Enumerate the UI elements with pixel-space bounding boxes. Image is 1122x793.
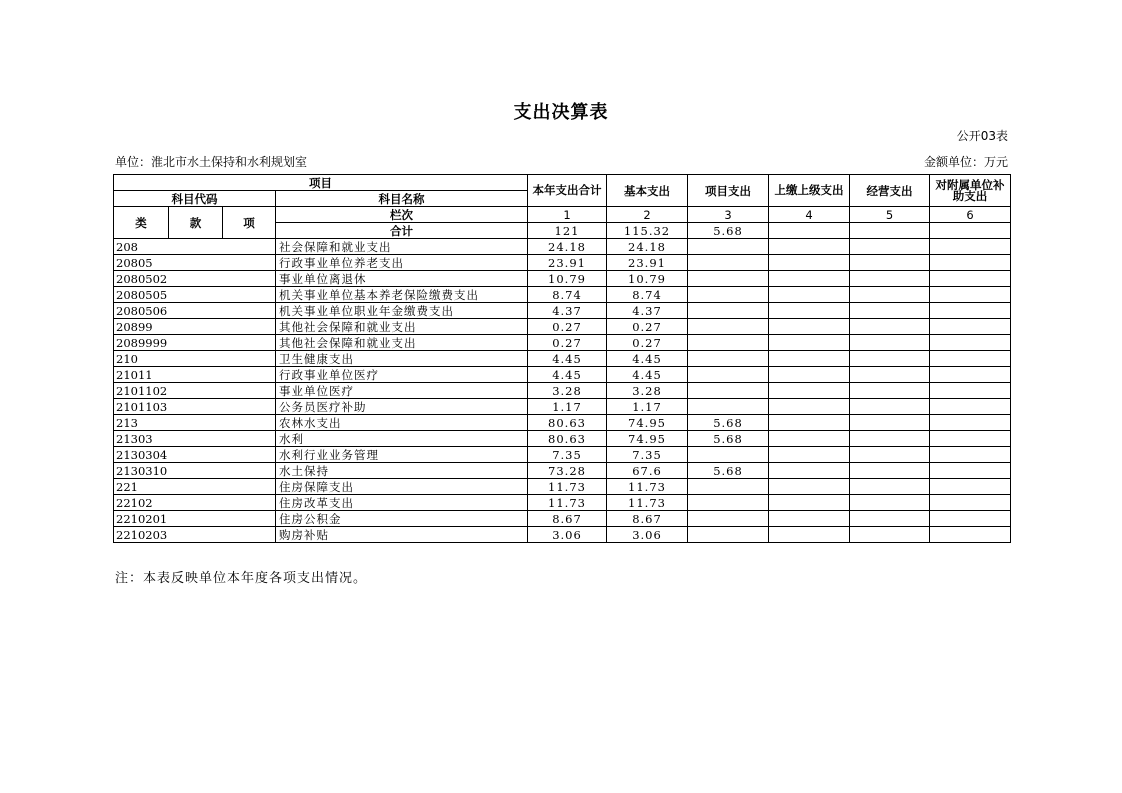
row-name: 住房改革支出	[276, 495, 528, 511]
row-c5	[850, 527, 930, 543]
row-c2: 4.37	[607, 303, 688, 319]
row-c5	[850, 415, 930, 431]
row-name: 卫生健康支出	[276, 351, 528, 367]
row-c6	[930, 239, 1011, 255]
column-no-3: 3	[688, 207, 769, 223]
row-name: 公务员医疗补助	[276, 399, 528, 415]
row-c6	[930, 351, 1011, 367]
row-c6	[930, 495, 1011, 511]
row-code: 208	[114, 239, 276, 255]
row-c4	[769, 239, 850, 255]
row-c2: 4.45	[607, 367, 688, 383]
row-c4	[769, 399, 850, 415]
row-c1: 0.27	[528, 319, 607, 335]
row-c2: 10.79	[607, 271, 688, 287]
row-c5	[850, 431, 930, 447]
column-no-6: 6	[930, 207, 1011, 223]
row-c3	[688, 239, 769, 255]
row-c5	[850, 319, 930, 335]
row-c4	[769, 351, 850, 367]
row-c2: 74.95	[607, 415, 688, 431]
row-c2: 3.06	[607, 527, 688, 543]
row-c3	[688, 479, 769, 495]
row-name: 机关事业单位基本养老保险缴费支出	[276, 287, 528, 303]
row-c2: 0.27	[607, 335, 688, 351]
row-c5	[850, 255, 930, 271]
row-c3	[688, 495, 769, 511]
row-name: 住房公积金	[276, 511, 528, 527]
column-no-2: 2	[607, 207, 688, 223]
row-c5	[850, 351, 930, 367]
row-c5	[850, 495, 930, 511]
row-name: 事业单位离退休	[276, 271, 528, 287]
row-c2: 1.17	[607, 399, 688, 415]
table-row	[114, 463, 1011, 479]
row-c5	[850, 447, 930, 463]
row-name: 其他社会保障和就业支出	[276, 319, 528, 335]
amount-unit-label: 金额单位：万元	[923, 155, 1008, 169]
row-code: 2080502	[114, 271, 276, 287]
row-c2: 8.74	[607, 287, 688, 303]
row-c4	[769, 495, 850, 511]
row-c4	[769, 511, 850, 527]
header-kuan: 款	[169, 207, 223, 239]
row-c1: 0.27	[528, 335, 607, 351]
row-c1: 3.28	[528, 383, 607, 399]
table-row	[114, 287, 1011, 303]
header-col5: 经营支出	[850, 175, 930, 207]
row-c6	[930, 271, 1011, 287]
row-c2: 4.45	[607, 351, 688, 367]
row-code: 2130310	[114, 463, 276, 479]
table-row	[114, 383, 1011, 399]
row-c5	[850, 287, 930, 303]
row-c1: 80.63	[528, 415, 607, 431]
row-c1: 11.73	[528, 479, 607, 495]
header-item: 项目	[114, 175, 528, 191]
header-subject-code: 科目代码	[114, 191, 276, 207]
table-row	[114, 303, 1011, 319]
row-c6	[930, 399, 1011, 415]
total-label: 合计	[276, 223, 528, 239]
row-c6	[930, 335, 1011, 351]
table-row	[114, 415, 1011, 431]
row-c4	[769, 319, 850, 335]
row-c3	[688, 399, 769, 415]
row-c5	[850, 511, 930, 527]
row-c6	[930, 415, 1011, 431]
row-code: 2080505	[114, 287, 276, 303]
row-code: 2101103	[114, 399, 276, 415]
row-c4	[769, 447, 850, 463]
row-name: 行政事业单位医疗	[276, 367, 528, 383]
row-c1: 3.06	[528, 527, 607, 543]
row-c3	[688, 319, 769, 335]
row-c2: 11.73	[607, 479, 688, 495]
row-c3	[688, 511, 769, 527]
row-c5	[850, 463, 930, 479]
row-c6	[930, 367, 1011, 383]
row-c4	[769, 463, 850, 479]
table-row	[114, 399, 1011, 415]
expenditure-table	[113, 174, 1011, 543]
row-c4	[769, 527, 850, 543]
column-no-5: 5	[850, 207, 930, 223]
table-row	[114, 239, 1011, 255]
row-c5	[850, 303, 930, 319]
row-name: 机关事业单位职业年金缴费支出	[276, 303, 528, 319]
table-row	[114, 351, 1011, 367]
table-row	[114, 271, 1011, 287]
row-c6	[930, 479, 1011, 495]
row-c5	[850, 479, 930, 495]
total-c6	[930, 223, 1011, 239]
row-c2: 74.95	[607, 431, 688, 447]
row-c1: 4.45	[528, 351, 607, 367]
row-c1: 73.28	[528, 463, 607, 479]
row-code: 2101102	[114, 383, 276, 399]
row-c4	[769, 367, 850, 383]
row-c3: 5.68	[688, 415, 769, 431]
row-code: 21011	[114, 367, 276, 383]
row-c6	[930, 383, 1011, 399]
row-c5	[850, 367, 930, 383]
row-code: 2210201	[114, 511, 276, 527]
row-c4	[769, 415, 850, 431]
row-c4	[769, 255, 850, 271]
row-name: 农林水支出	[276, 415, 528, 431]
row-c3: 5.68	[688, 431, 769, 447]
row-code: 2210203	[114, 527, 276, 543]
row-c4	[769, 335, 850, 351]
row-name: 水利	[276, 431, 528, 447]
table-row	[114, 447, 1011, 463]
row-c3	[688, 383, 769, 399]
row-c1: 1.17	[528, 399, 607, 415]
row-c2: 0.27	[607, 319, 688, 335]
header-subject-name: 科目名称	[276, 191, 528, 207]
row-c6	[930, 463, 1011, 479]
row-c3	[688, 351, 769, 367]
row-c6	[930, 431, 1011, 447]
row-c5	[850, 399, 930, 415]
row-c5	[850, 271, 930, 287]
row-name: 水土保持	[276, 463, 528, 479]
row-c3: 5.68	[688, 463, 769, 479]
row-c6	[930, 511, 1011, 527]
row-c1: 4.45	[528, 367, 607, 383]
row-c6	[930, 447, 1011, 463]
row-code: 2080506	[114, 303, 276, 319]
row-c1: 11.73	[528, 495, 607, 511]
row-c1: 23.91	[528, 255, 607, 271]
row-c1: 8.67	[528, 511, 607, 527]
footnote: 注：本表反映单位本年度各项支出情况。	[115, 571, 368, 586]
table-row	[114, 511, 1011, 527]
row-c1: 80.63	[528, 431, 607, 447]
row-name: 其他社会保障和就业支出	[276, 335, 528, 351]
row-name: 事业单位医疗	[276, 383, 528, 399]
row-c5	[850, 335, 930, 351]
row-c6	[930, 287, 1011, 303]
header-column-no: 栏次	[276, 207, 528, 223]
row-name: 社会保障和就业支出	[276, 239, 528, 255]
row-code: 2130304	[114, 447, 276, 463]
row-c3	[688, 367, 769, 383]
row-c3	[688, 255, 769, 271]
row-c2: 3.28	[607, 383, 688, 399]
row-c6	[930, 527, 1011, 543]
table-row	[114, 335, 1011, 351]
row-c4	[769, 431, 850, 447]
table-row	[114, 527, 1011, 543]
row-c3	[688, 303, 769, 319]
row-c2: 11.73	[607, 495, 688, 511]
page-title: 支出决算表	[513, 102, 609, 123]
row-name: 行政事业单位养老支出	[276, 255, 528, 271]
header-xiang: 项	[223, 207, 276, 239]
header-col4: 上缴上级支出	[769, 175, 850, 207]
row-c1: 10.79	[528, 271, 607, 287]
row-c5	[850, 239, 930, 255]
row-name: 住房保障支出	[276, 479, 528, 495]
row-c2: 24.18	[607, 239, 688, 255]
row-c3	[688, 287, 769, 303]
row-c3	[688, 335, 769, 351]
header-col2: 基本支出	[607, 175, 688, 207]
row-c6	[930, 255, 1011, 271]
total-c2: 115.32	[607, 223, 688, 239]
column-no-4: 4	[769, 207, 850, 223]
row-code: 221	[114, 479, 276, 495]
row-code: 20805	[114, 255, 276, 271]
row-code: 213	[114, 415, 276, 431]
row-code: 2089999	[114, 335, 276, 351]
row-c1: 7.35	[528, 447, 607, 463]
row-c2: 8.67	[607, 511, 688, 527]
row-c2: 67.6	[607, 463, 688, 479]
row-c1: 8.74	[528, 287, 607, 303]
total-c4	[769, 223, 850, 239]
row-code: 22102	[114, 495, 276, 511]
table-row	[114, 479, 1011, 495]
row-name: 水利行业业务管理	[276, 447, 528, 463]
row-c3	[688, 447, 769, 463]
table-row	[114, 495, 1011, 511]
row-code: 21303	[114, 431, 276, 447]
header-col1: 本年支出合计	[528, 175, 607, 207]
table-row	[114, 367, 1011, 383]
total-c5	[850, 223, 930, 239]
header-col3: 项目支出	[688, 175, 769, 207]
row-c4	[769, 479, 850, 495]
row-c1: 4.37	[528, 303, 607, 319]
row-c6	[930, 303, 1011, 319]
unit-label: 单位：淮北市水土保持和水利规划室	[115, 155, 308, 169]
column-no-1: 1	[528, 207, 607, 223]
row-c1: 24.18	[528, 239, 607, 255]
header-lei: 类	[114, 207, 169, 239]
row-c5	[850, 383, 930, 399]
header-col6: 对附属单位补助支出	[930, 175, 1011, 207]
table-row	[114, 319, 1011, 335]
row-code: 210	[114, 351, 276, 367]
row-c4	[769, 303, 850, 319]
total-c3: 5.68	[688, 223, 769, 239]
row-c2: 23.91	[607, 255, 688, 271]
row-code: 20899	[114, 319, 276, 335]
row-c3	[688, 527, 769, 543]
form-number: 公开03表	[956, 129, 1008, 143]
total-c1: 121	[528, 223, 607, 239]
table-row	[114, 431, 1011, 447]
row-name: 购房补贴	[276, 527, 528, 543]
row-c2: 7.35	[607, 447, 688, 463]
row-c6	[930, 319, 1011, 335]
row-c4	[769, 287, 850, 303]
row-c3	[688, 271, 769, 287]
row-c4	[769, 271, 850, 287]
table-row	[114, 255, 1011, 271]
row-c4	[769, 383, 850, 399]
